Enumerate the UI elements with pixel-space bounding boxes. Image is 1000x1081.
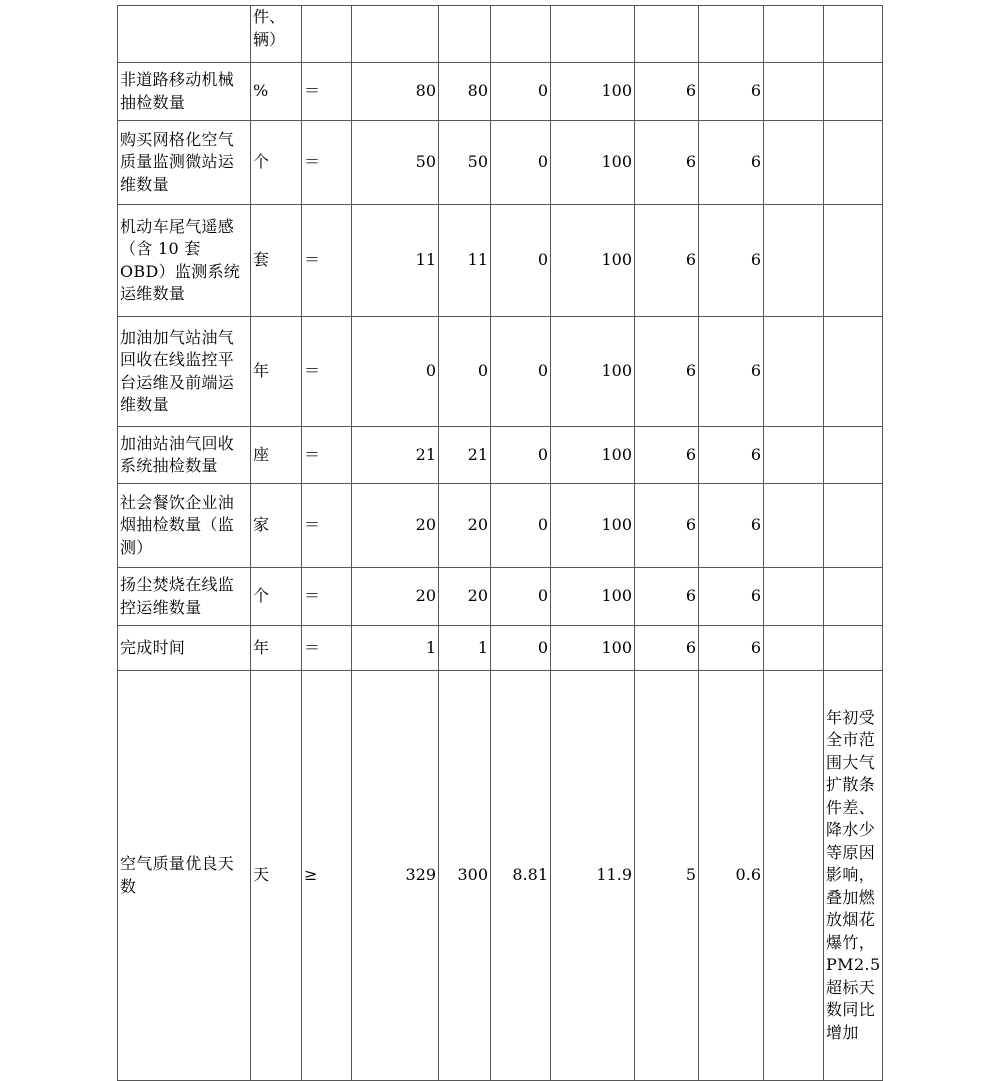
target-cell: 80 xyxy=(352,63,439,121)
extra-cell xyxy=(764,121,824,205)
table-row xyxy=(118,626,883,671)
indicator-name: 空气质量优良天数 xyxy=(118,671,251,1081)
table-row-continued xyxy=(118,6,883,63)
actual-cell: 11 xyxy=(439,205,491,317)
deviation-cell: 0 xyxy=(491,63,551,121)
operator-cell: ≥ xyxy=(302,671,352,1081)
operator-cell: ＝ xyxy=(302,63,352,121)
table-row xyxy=(118,568,883,626)
table-row xyxy=(118,671,883,1081)
score-cell: 6 xyxy=(699,63,764,121)
weight-cell: 6 xyxy=(635,317,699,427)
indicator-name: 社会餐饮企业油烟抽检数量（监测） xyxy=(118,484,251,568)
actual-cell: 20 xyxy=(439,484,491,568)
operator-cell: ＝ xyxy=(302,568,352,626)
score-cell: 6 xyxy=(699,317,764,427)
actual-cell xyxy=(439,6,491,63)
score-cell: 6 xyxy=(699,205,764,317)
unit-cell: 座 xyxy=(251,427,302,484)
actual-cell: 300 xyxy=(439,671,491,1081)
deviation-cell: 0 xyxy=(491,568,551,626)
rate-cell: 11.9 xyxy=(551,671,635,1081)
target-cell: 20 xyxy=(352,568,439,626)
target-cell xyxy=(352,6,439,63)
deviation-cell: 0 xyxy=(491,626,551,671)
unit-cell: 个 xyxy=(251,568,302,626)
extra-cell xyxy=(764,205,824,317)
unit-cell: 个 xyxy=(251,121,302,205)
rate-cell: 100 xyxy=(551,484,635,568)
indicator-name: 机动车尾气遥感（含 10 套 OBD）监测系统运维数量 xyxy=(118,205,251,317)
table-row xyxy=(118,205,883,317)
weight-cell: 6 xyxy=(635,63,699,121)
deviation-cell: 0 xyxy=(491,317,551,427)
rate-cell: 100 xyxy=(551,427,635,484)
target-cell: 329 xyxy=(352,671,439,1081)
operator-cell: ＝ xyxy=(302,317,352,427)
extra-cell xyxy=(764,484,824,568)
note-cell xyxy=(824,626,883,671)
deviation-cell: 0 xyxy=(491,427,551,484)
note-cell xyxy=(824,427,883,484)
table-row xyxy=(118,427,883,484)
actual-cell: 80 xyxy=(439,63,491,121)
deviation-cell: 0 xyxy=(491,121,551,205)
rate-cell: 100 xyxy=(551,205,635,317)
score-cell: 6 xyxy=(699,121,764,205)
extra-cell xyxy=(764,427,824,484)
note-cell xyxy=(824,484,883,568)
actual-cell: 50 xyxy=(439,121,491,205)
actual-cell: 20 xyxy=(439,568,491,626)
extra-cell xyxy=(764,317,824,427)
note-cell xyxy=(824,568,883,626)
score-cell: 0.6 xyxy=(699,671,764,1081)
note-cell xyxy=(824,317,883,427)
extra-cell xyxy=(764,626,824,671)
indicator-name: 扬尘焚烧在线监控运维数量 xyxy=(118,568,251,626)
table-row xyxy=(118,317,883,427)
performance-table xyxy=(117,5,883,1081)
score-cell: 6 xyxy=(699,626,764,671)
target-cell: 1 xyxy=(352,626,439,671)
weight-cell: 6 xyxy=(635,121,699,205)
target-cell: 0 xyxy=(352,317,439,427)
note-cell: 年初受全市范围大气扩散条件差、降水少等原因影响，叠加燃放烟花爆竹，PM2.5超标天数同比增加 xyxy=(824,671,883,1081)
operator-cell: ＝ xyxy=(302,205,352,317)
note-cell xyxy=(824,121,883,205)
target-cell: 20 xyxy=(352,484,439,568)
actual-cell: 1 xyxy=(439,626,491,671)
unit-cell: 天 xyxy=(251,671,302,1081)
unit-cell: 年 xyxy=(251,626,302,671)
unit-cell: 件、辆） xyxy=(251,6,302,63)
operator-cell: ＝ xyxy=(302,626,352,671)
rate-cell: 100 xyxy=(551,121,635,205)
score-cell: 6 xyxy=(699,568,764,626)
operator-cell: ＝ xyxy=(302,484,352,568)
weight-cell: 6 xyxy=(635,427,699,484)
rate-cell: 100 xyxy=(551,63,635,121)
note-cell xyxy=(824,63,883,121)
table-row xyxy=(118,484,883,568)
weight-cell: 6 xyxy=(635,626,699,671)
indicator-name: 完成时间 xyxy=(118,626,251,671)
indicator-name xyxy=(118,6,251,63)
weight-cell: 6 xyxy=(635,568,699,626)
rate-cell xyxy=(551,6,635,63)
weight-cell xyxy=(635,6,699,63)
extra-cell xyxy=(764,568,824,626)
target-cell: 50 xyxy=(352,121,439,205)
indicator-name: 加油站油气回收系统抽检数量 xyxy=(118,427,251,484)
table-row xyxy=(118,63,883,121)
score-cell xyxy=(699,6,764,63)
note-cell xyxy=(824,6,883,63)
score-cell: 6 xyxy=(699,484,764,568)
indicator-name: 加油加气站油气回收在线监控平台运维及前端运维数量 xyxy=(118,317,251,427)
table-row xyxy=(118,121,883,205)
rate-cell: 100 xyxy=(551,317,635,427)
weight-cell: 5 xyxy=(635,671,699,1081)
operator-cell xyxy=(302,6,352,63)
score-cell: 6 xyxy=(699,427,764,484)
weight-cell: 6 xyxy=(635,205,699,317)
operator-cell: ＝ xyxy=(302,427,352,484)
deviation-cell: 0 xyxy=(491,484,551,568)
extra-cell xyxy=(764,63,824,121)
actual-cell: 21 xyxy=(439,427,491,484)
target-cell: 21 xyxy=(352,427,439,484)
extra-cell xyxy=(764,671,824,1081)
deviation-cell: 8.81 xyxy=(491,671,551,1081)
unit-cell: 家 xyxy=(251,484,302,568)
deviation-cell: 0 xyxy=(491,205,551,317)
deviation-cell xyxy=(491,6,551,63)
target-cell: 11 xyxy=(352,205,439,317)
unit-cell: % xyxy=(251,63,302,121)
indicator-name: 购买网格化空气质量监测微站运维数量 xyxy=(118,121,251,205)
rate-cell: 100 xyxy=(551,626,635,671)
rate-cell: 100 xyxy=(551,568,635,626)
weight-cell: 6 xyxy=(635,484,699,568)
operator-cell: ＝ xyxy=(302,121,352,205)
actual-cell: 0 xyxy=(439,317,491,427)
indicator-name: 非道路移动机械抽检数量 xyxy=(118,63,251,121)
unit-cell: 套 xyxy=(251,205,302,317)
extra-cell xyxy=(764,6,824,63)
note-cell xyxy=(824,205,883,317)
unit-cell: 年 xyxy=(251,317,302,427)
